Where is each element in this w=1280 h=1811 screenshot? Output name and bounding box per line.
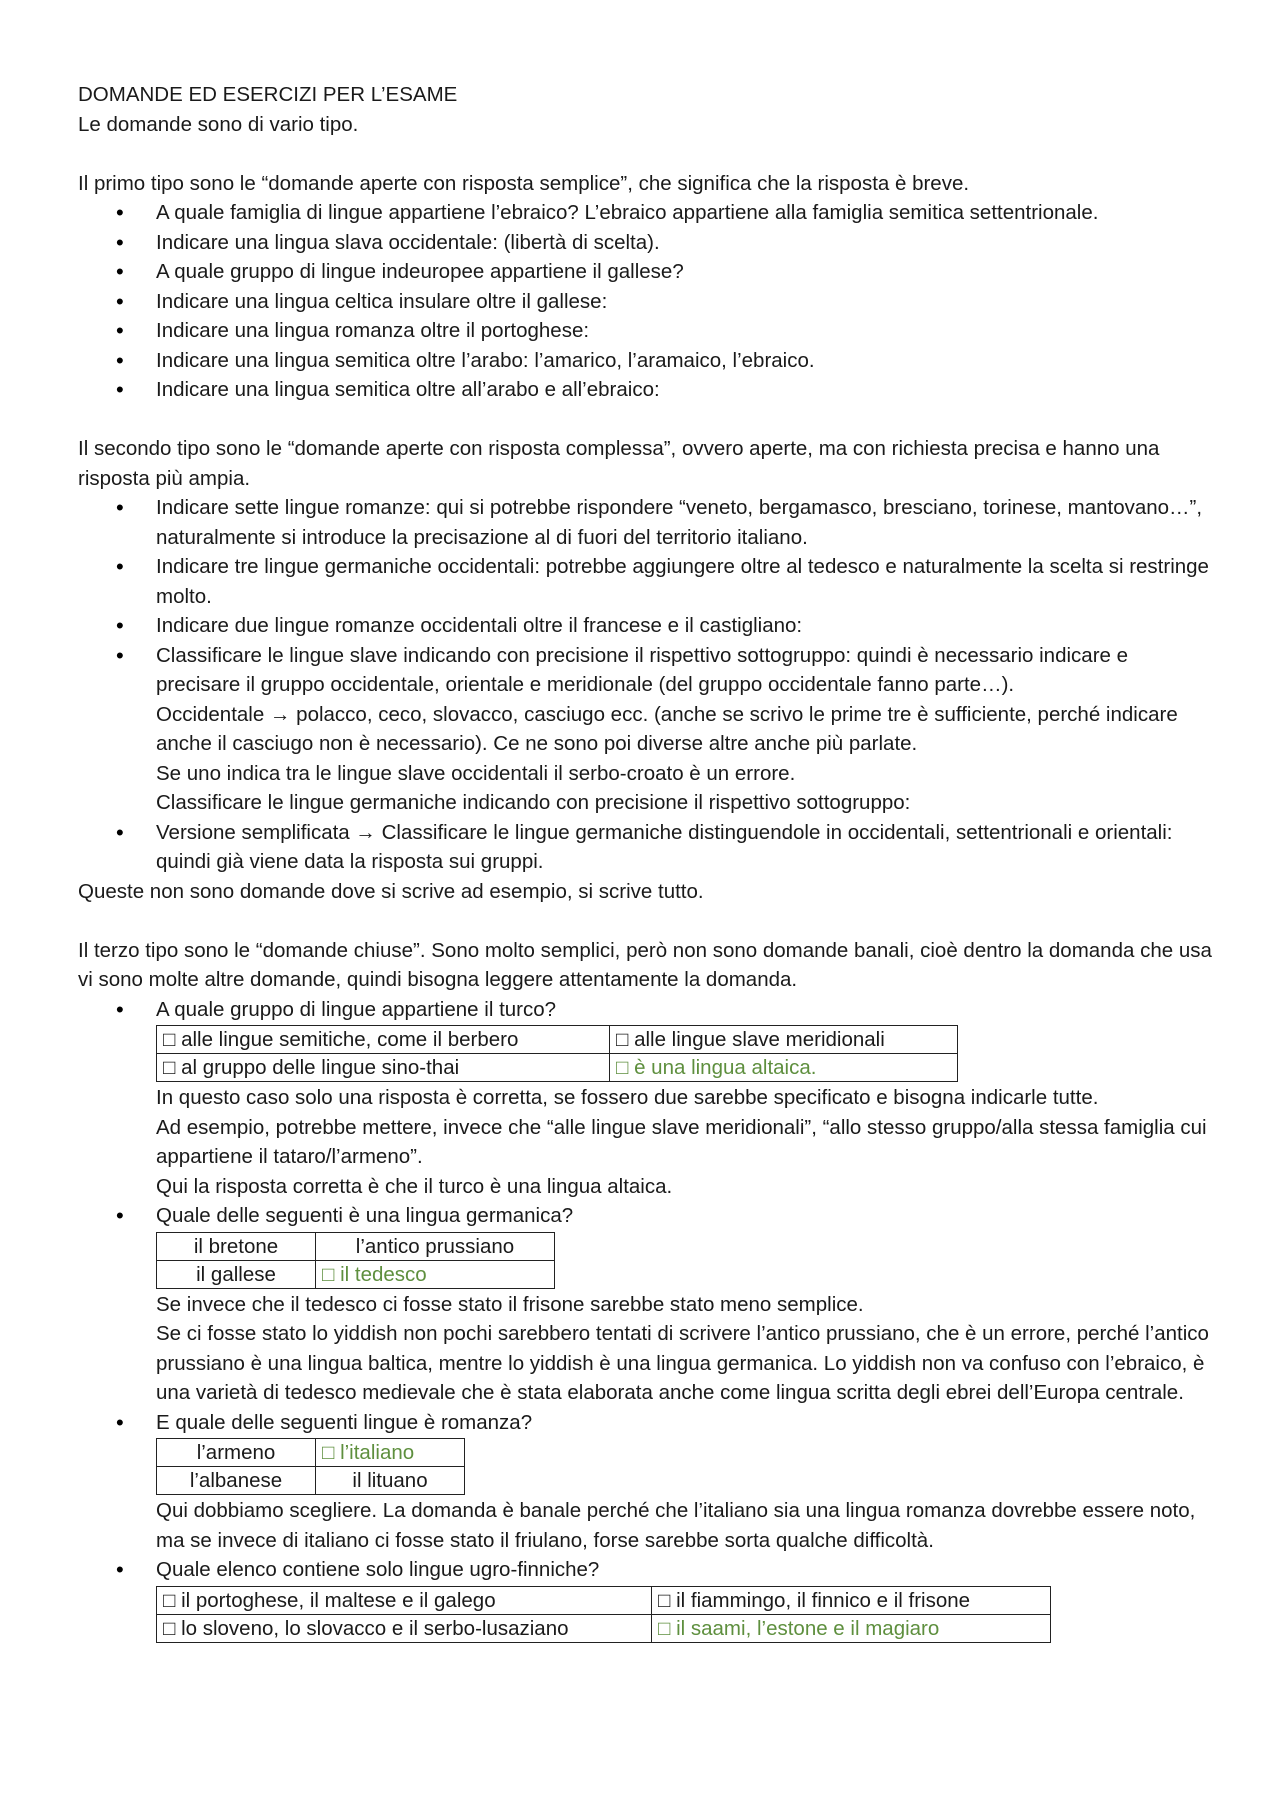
question-note: Se invece che il tedesco ci fosse stato il frisone sarebbe stato meno semplice. <box>156 1292 864 1316</box>
option-cell[interactable]: □ al gruppo delle lingue sino-thai <box>157 1054 610 1082</box>
option-cell[interactable]: l’albanese <box>157 1467 316 1495</box>
germanic-note: Classificare le lingue germaniche indicando con precisione il rispettivo sottogruppo: <box>156 791 911 814</box>
correct-option-cell[interactable]: □ il tedesco <box>316 1260 555 1288</box>
correct-option-cell[interactable]: □ è una lingua altaica. <box>610 1054 958 1082</box>
answer-table-4 <box>156 1586 1051 1643</box>
list-item: • A quale gruppo di lingue indeuropee appartiene il gallese? <box>78 257 1213 287</box>
question-note: Qui dobbiamo scegliere. La domanda è banale perché che l’italiano sia una lingua romanza dovrebbe essere noto, ma se invece di italiano ci fosse stato il friulano, forse sarebbe sorta qualche difficoltà. <box>156 1499 1196 1552</box>
option-cell[interactable]: □ lo sloveno, lo slovacco e il serbo-lusaziano <box>157 1614 652 1642</box>
document-intro: Le domande sono di vario tipo. <box>78 112 359 136</box>
correct-option-cell[interactable]: □ il saami, l’estone e il magiaro <box>652 1614 1051 1642</box>
question-note: Se ci fosse stato lo yiddish non pochi sarebbero tentati di scrivere l’antico prussiano, che è un errore, perché l’antico prussiano è una lingua baltica, mentre lo yiddish è una lingua germanica. Lo yiddish non va confuso con l’ebraico, è una varietà di tedesco medievale che è stata elaborata anche come lingua scritta degli ebrei dell’Europa centrale. <box>156 1322 1209 1404</box>
arrow-icon: → <box>269 702 291 726</box>
option-cell[interactable]: il lituano <box>316 1467 465 1495</box>
list-item: • Indicare due lingue romanze occidentali oltre il francese e il castigliano: <box>78 611 1213 641</box>
list-item: • A quale famiglia di lingue appartiene l’ebraico? L’ebraico appartiene alla famiglia semitica settentrionale. <box>78 198 1213 228</box>
table-row <box>157 1439 465 1467</box>
table-row <box>157 1026 958 1054</box>
table-row <box>157 1054 958 1082</box>
list-item <box>78 818 1213 877</box>
list-item: • Indicare tre lingue germaniche occidentali: potrebbe aggiungere oltre al tedesco e naturalmente la scelta si restringe molto. <box>78 552 1213 611</box>
section1-list <box>78 198 1213 405</box>
option-cell[interactable]: il bretone <box>157 1232 316 1260</box>
question-note: In questo caso solo una risposta è corretta, se fossero due sarebbe specificato e bisogna indicarle tutte. <box>156 1086 1099 1109</box>
slavic-classification: • Classificare le lingue slave indicando con precisione il rispettivo sottogruppo: quindi è necessario indicare e precisare il gruppo occidentale, orientale e meridionale (del gruppo occidentale fanno parte…). <box>156 643 1129 696</box>
list-item: • Indicare una lingua semitica oltre all’arabo e all’ebraico: <box>78 375 1213 405</box>
table-row <box>157 1586 1051 1614</box>
answer-table-1 <box>156 1025 958 1082</box>
simplified-text: Classificare le lingue germaniche distinguendole in occidentali, settentrionali e orientali: quindi già viene data la risposta sui gruppi. <box>156 820 1173 873</box>
question-4: • Quale elenco contiene solo lingue ugro-finniche? <box>156 1558 600 1581</box>
answer-table-2 <box>156 1232 555 1289</box>
section2-intro: Il secondo tipo sono le “domande aperte con risposta complessa”, ovvero aperte, ma con richiesta precisa e hanno una risposta più ampia. <box>78 437 1160 490</box>
list-item <box>78 1408 1213 1556</box>
simplified-label: Versione semplificata <box>156 820 350 844</box>
occidentale-line <box>156 700 1213 759</box>
section1-intro: Il primo tipo sono le “domande aperte con risposta semplice”, che significa che la risposta è breve. <box>78 171 970 195</box>
option-cell[interactable]: □ il fiammingo, il finnico e il frisone <box>652 1586 1051 1614</box>
list-item <box>78 1201 1213 1408</box>
table-row <box>157 1467 465 1495</box>
arrow-icon: → <box>355 820 376 844</box>
question-note: Qui la risposta corretta è che il turco è una lingua altaica. <box>156 1174 673 1198</box>
table-row <box>157 1232 555 1260</box>
occidentale-text: polacco, ceco, slovacco, casciugo ecc. (anche se scrivo le prime tre è sufficiente, perché indicare anche il casciugo non è necessario). Ce ne sono poi diverse altre anche più parlate. <box>156 702 1178 755</box>
option-cell[interactable]: l’antico prussiano <box>316 1232 555 1260</box>
list-item: • Indicare sette lingue romanze: qui si potrebbe rispondere “veneto, bergamasco, bresciano, torinese, mantovano…”, naturalmente si introduce la precisazione al di fuori del territorio italiano. <box>78 493 1213 552</box>
option-cell[interactable]: □ alle lingue slave meridionali <box>610 1026 958 1054</box>
section2-list <box>78 493 1213 877</box>
question-note: Ad esempio, potrebbe mettere, invece che “alle lingue slave meridionali”, “allo stesso gruppo/alla stessa famiglia cui appartiene il tataro/l’armeno”. <box>156 1115 1207 1168</box>
question-3: • E quale delle seguenti lingue è romanza? <box>156 1410 533 1434</box>
document-title: DOMANDE ED ESERCIZI PER L’ESAME <box>78 83 458 106</box>
option-cell[interactable]: □ alle lingue semitiche, come il berbero <box>157 1026 610 1054</box>
section3-intro: Il terzo tipo sono le “domande chiuse”. Sono molto semplici, però non sono domande banali, cioè dentro la domanda che usa vi sono molte altre domande, quindi bisogna leggere attentamente la domanda. <box>78 938 1212 991</box>
list-item <box>78 995 1213 1202</box>
list-item <box>78 1555 1213 1643</box>
table-row <box>157 1260 555 1288</box>
correct-option-cell[interactable]: □ l’italiano <box>316 1439 465 1467</box>
section2-closing: Queste non sono domande dove si scrive ad esempio, si scrive tutto. <box>78 879 704 903</box>
option-cell[interactable]: l’armeno <box>157 1439 316 1467</box>
question-2: • Quale delle seguenti è una lingua germanica? <box>156 1204 574 1227</box>
question-1: • A quale gruppo di lingue appartiene il turco? <box>156 997 557 1021</box>
list-item <box>78 641 1213 818</box>
list-item: • Indicare una lingua romanza oltre il portoghese: <box>78 316 1213 346</box>
option-cell[interactable]: il gallese <box>157 1260 316 1288</box>
table-row <box>157 1614 1051 1642</box>
document-page <box>78 80 1213 1644</box>
option-cell[interactable]: □ il portoghese, il maltese e il galego <box>157 1586 652 1614</box>
list-item: • Indicare una lingua celtica insulare oltre il gallese: <box>78 287 1213 317</box>
serbo-note: Se uno indica tra le lingue slave occidentali il serbo-croato è un errore. <box>156 761 796 785</box>
section3-list <box>78 995 1213 1643</box>
answer-table-3 <box>156 1438 465 1495</box>
occidentale-label: Occidentale <box>156 702 265 726</box>
list-item: • Indicare una lingua semitica oltre l’arabo: l’amarico, l’aramaico, l’ebraico. <box>78 346 1213 376</box>
list-item: • Indicare una lingua slava occidentale: (libertà di scelta). <box>78 228 1213 258</box>
